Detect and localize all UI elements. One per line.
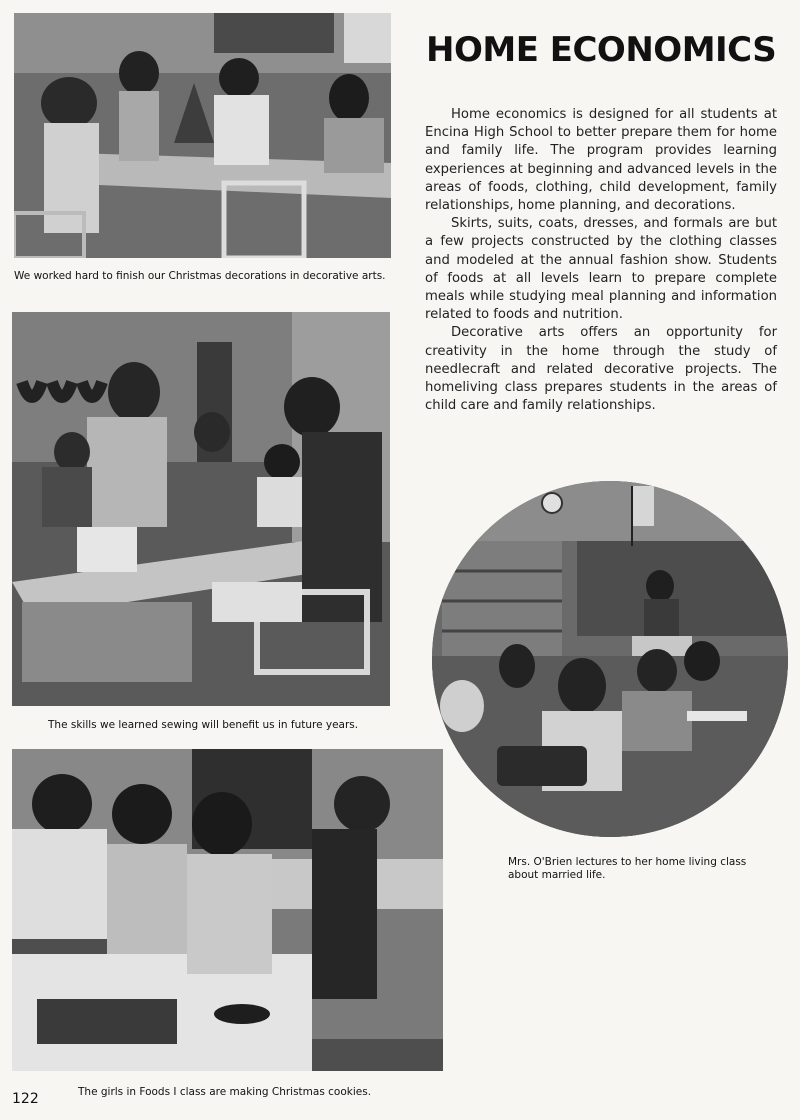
page-title: HOME ECONOMICS — [426, 30, 777, 70]
paragraph-2: Skirts, suits, coats, dresses, and formals are but a few projects constructed by the clothing classes and modeled at the annual fashion show. Students of foods at all levels learn to prepare complete meals while studying meal planning and information related to foods and nutrition. — [425, 216, 777, 323]
caption-sewing: The skills we learned sewing will benefit us in future years. — [48, 719, 359, 731]
caption-foods: The girls in Foods I class are making Christmas cookies. — [78, 1086, 372, 1098]
photo-classroom-lecture — [432, 481, 788, 837]
paragraph-3: Decorative arts offers an opportunity for creativity in the home through the study of needlecraft and related decorative projects. The homeliving class prepares students in the areas of child care and family relationships. — [425, 325, 777, 414]
photo-foods-class — [12, 749, 443, 1071]
article-body — [425, 106, 777, 415]
photo-decorative-arts — [14, 13, 391, 258]
caption-decorative-arts: We worked hard to finish our Christmas decorations in decorative arts. — [14, 270, 386, 282]
page-number: 122 — [12, 1091, 39, 1107]
caption-lecture: Mrs. O'Brien lectures to her home living class about married life. — [508, 856, 747, 881]
paragraph-1: Home economics is designed for all students at Encina High School to better prepare them for home and family life. The program provides learning experiences at beginning and advanced levels in the areas of foods, clothing, child development, family relationships, home planning, and decorations. — [425, 107, 777, 214]
photo-sewing-class — [12, 312, 390, 706]
